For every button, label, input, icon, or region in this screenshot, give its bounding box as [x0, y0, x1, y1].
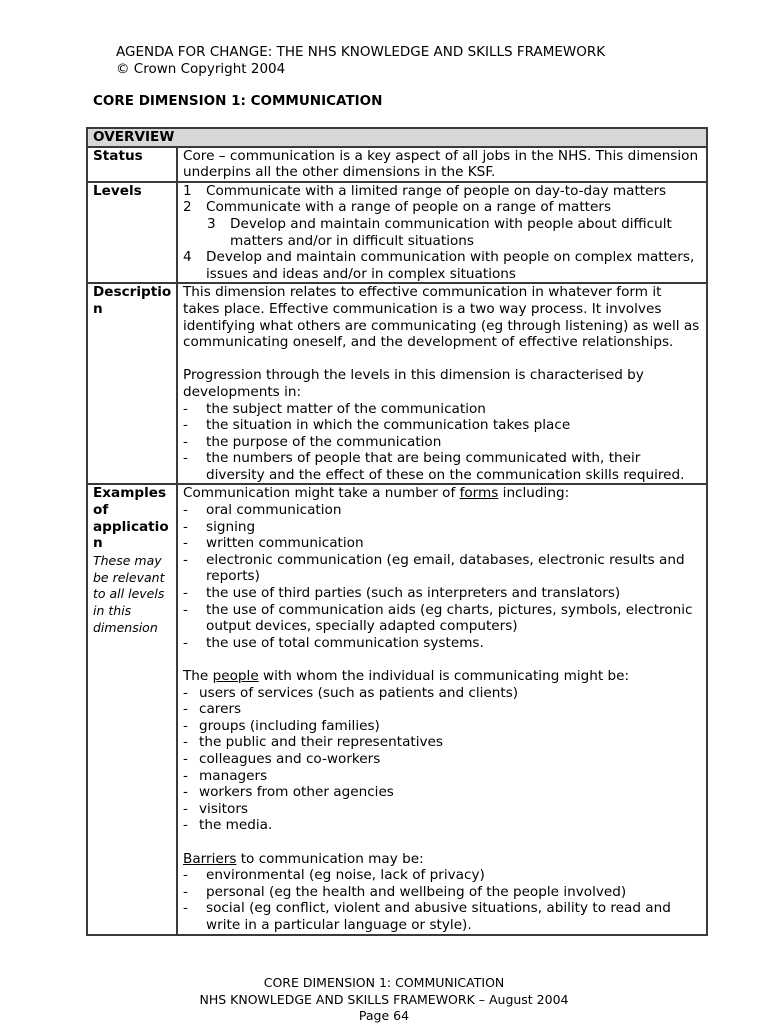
- page-footer: [0, 975, 768, 1025]
- levels-list: [177, 182, 707, 284]
- level-number: 3: [207, 215, 216, 232]
- level-text: Develop and maintain communication with people about difficult matters and/or in difficult situations: [230, 215, 672, 249]
- forms-intro: Communication might take a number of forms including:: [183, 485, 570, 502]
- levels-label: Levels: [87, 182, 177, 284]
- level-number: 4: [183, 249, 192, 266]
- header-copyright: © Crown Copyright 2004: [116, 61, 286, 77]
- list-item: - workers from other agencies: [183, 784, 394, 801]
- examples-label: Examples of application: [93, 485, 169, 552]
- description-label: Description: [87, 283, 177, 484]
- level-item: [183, 183, 702, 200]
- list-item: - visitors: [183, 800, 248, 817]
- list-item: - the situation in which the communication takes place: [183, 417, 571, 434]
- list-item: - managers: [183, 767, 268, 784]
- list-item: - the use of communication aids (eg charts, pictures, symbols, electronic output devices, specially adapted computers): [183, 601, 693, 635]
- level-item: [183, 249, 702, 282]
- status-label: Status: [87, 147, 177, 182]
- people-intro: The people with whom the individual is communicating might be:: [183, 668, 630, 684]
- overview-table: [86, 127, 708, 936]
- page-number: Page 64: [358, 1008, 410, 1023]
- barriers-intro: Barriers to communication may be:: [183, 850, 424, 867]
- examples-content: [177, 484, 707, 934]
- level-text: Communicate with a range of people on a range of matters: [206, 199, 612, 216]
- list-item: - the public and their representatives: [183, 734, 443, 751]
- forms-underlined: forms: [459, 485, 499, 502]
- examples-row: [87, 484, 707, 934]
- document-header: [116, 44, 605, 78]
- description-content: [177, 283, 707, 484]
- list-item: - the subject matter of the communication: [183, 400, 486, 417]
- examples-label-cell: [87, 484, 177, 934]
- level-number: 2: [183, 199, 192, 216]
- level-text: Develop and maintain communication with people on complex matters, issues and ideas and/or in complex situations: [206, 249, 695, 282]
- people-underlined: people: [212, 668, 259, 684]
- page-title: CORE DIMENSION 1: COMMUNICATION: [93, 93, 383, 109]
- list-item: - the use of total communication systems.: [183, 634, 484, 651]
- progression-paragraph: Progression through the levels in this dimension is characterised by developments in:: [183, 367, 644, 400]
- list-item: - environmental (eg noise, lack of privacy): [183, 867, 485, 884]
- level-text: Communicate with a limited range of people on day-to-day matters: [206, 182, 667, 199]
- examples-note: These may be relevant to all levels in this dimension: [93, 552, 165, 636]
- footer-dimension: CORE DIMENSION 1: COMMUNICATION: [263, 975, 505, 990]
- status-text: Core – communication is a key aspect of all jobs in the NHS. This dimension underpins all the other dimensions in the KSF.: [177, 147, 707, 182]
- level-number: 1: [183, 182, 192, 199]
- list-item: - electronic communication (eg email, databases, electronic results and reports): [183, 551, 685, 585]
- list-item: - the media.: [183, 817, 273, 834]
- status-row: [87, 147, 707, 182]
- list-item: - the purpose of the communication: [183, 433, 442, 450]
- levels-row: [87, 182, 707, 284]
- overview-header-row: [87, 128, 707, 147]
- header-title: AGENDA FOR CHANGE: THE NHS KNOWLEDGE AND SKILLS FRAMEWORK: [116, 44, 606, 60]
- description-row: [87, 283, 707, 484]
- list-item: - groups (including families): [183, 717, 380, 734]
- list-item: - oral communication: [183, 502, 342, 519]
- level-item: [183, 199, 702, 216]
- list-item: - colleagues and co-workers: [183, 750, 381, 767]
- list-item: - personal (eg the health and wellbeing of the people involved): [183, 883, 627, 900]
- overview-heading: OVERVIEW: [87, 128, 707, 147]
- list-item: - signing: [183, 518, 256, 535]
- footer-framework: NHS KNOWLEDGE AND SKILLS FRAMEWORK – August 2004: [199, 991, 569, 1007]
- list-item: - the numbers of people that are being communicated with, their diversity and the effect of these on the communication skills required.: [183, 450, 685, 483]
- level-item: [183, 216, 702, 249]
- description-paragraph: This dimension relates to effective communication in whatever form it takes place. Effective communication is a two way process. It involves identifying what others are communicating (eg through listening) as well as communicating oneself, and the development of effective relationships.: [183, 284, 700, 351]
- list-item: - users of services (such as patients and clients): [183, 684, 519, 701]
- barriers-underlined: Barriers: [183, 850, 237, 867]
- list-item: - written communication: [183, 535, 364, 552]
- list-item: - carers: [183, 701, 242, 718]
- list-item: - the use of third parties (such as interpreters and translators): [183, 585, 621, 602]
- list-item: - social (eg conflict, violent and abusive situations, ability to read and write in a particular language or style).: [183, 900, 671, 933]
